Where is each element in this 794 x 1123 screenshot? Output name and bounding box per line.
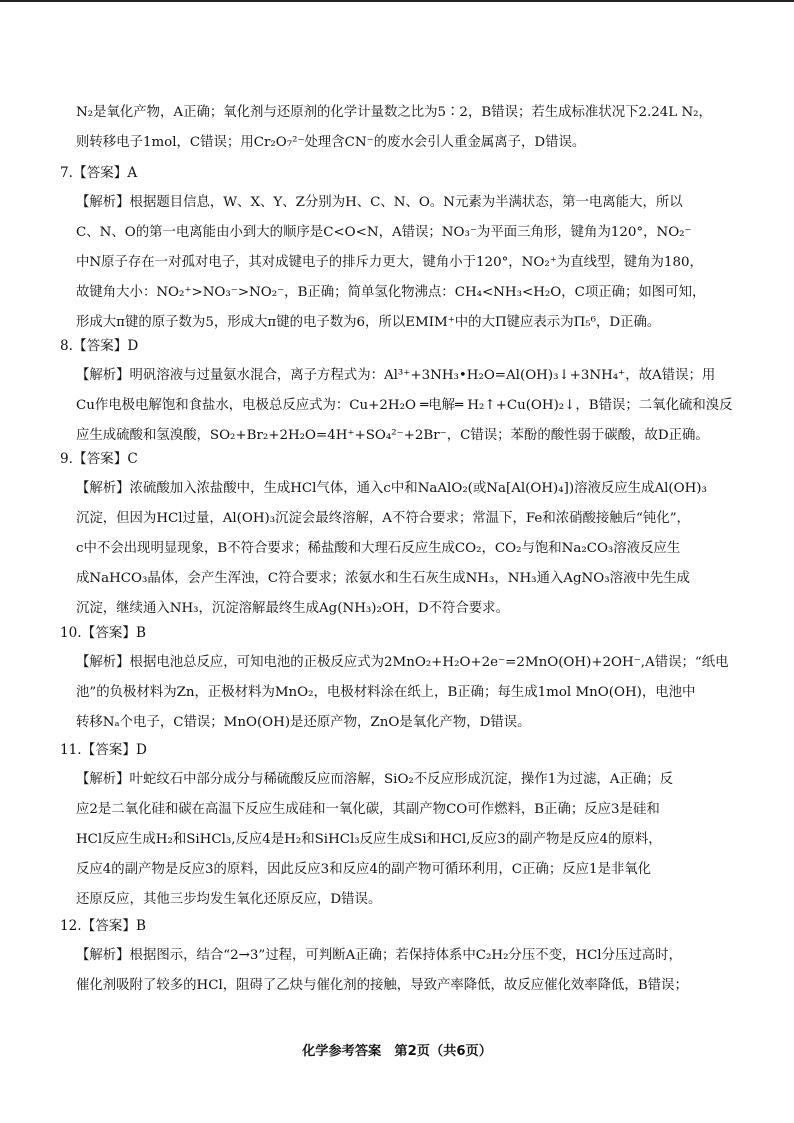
question-12 bbox=[62, 911, 720, 1001]
answer-label: 10.【答案】B bbox=[60, 625, 146, 641]
text-line: 沉淀，继续通入NH₃，沉淀溶解最终生成Ag(NH₃)₂OH，D不符合要求。 bbox=[76, 601, 509, 616]
text-line: Cu作电极电解饱和食盐水，电极总反应式为：Cu+2H₂O ═电解═ H₂↑+Cu(OH)₂↓，B错误；二氧化硫和溴反 bbox=[76, 398, 733, 413]
question-9 bbox=[62, 444, 720, 624]
text-line: c中不会出现明显现象，B不符合要求；稀盐酸和大理石反应生成CO₂，CO₂与饱和Na₂CO₃溶液反应生 bbox=[76, 541, 681, 556]
text-line: 沉淀，但因为HCl过量，Al(OH)₃沉淀会最终溶解，A不符合要求；常温下，Fe和浓硝酸接触后“钝化”， bbox=[76, 511, 690, 526]
top-rule bbox=[0, 0, 794, 2]
question-7 bbox=[62, 158, 720, 338]
answer-label: 8.【答案】D bbox=[60, 338, 139, 354]
question-10 bbox=[60, 618, 729, 738]
text-line: 【解析】根据图示，结合“2→3”过程，可判断A正确；若保持体系中C₂H₂分压不变，HCl分压过高时， bbox=[76, 948, 682, 963]
text-line: 池”的负极材料为Zn，正极材料为MnO₂，电极材料涂在纸上，B正确；每生成1mol MnO(OH)，电池中 bbox=[76, 685, 696, 700]
text-line: 【解析】根据题目信息，W、X、Y、Z分别为H、C、N、O。N元素为半满状态，第一电离能大，所以 bbox=[76, 195, 683, 210]
text-line: C、N、O的第一电离能由小到大的顺序是C<O<N，A错误；NO₃⁻为平面三角形，键角为120°，NO₂⁻ bbox=[76, 225, 692, 240]
text-line: 形成大π键的原子数为5，形成大π键的电子数为6，所以EMIM⁺中的大Π键应表示为Π₅⁶，D正确。 bbox=[76, 315, 661, 330]
text-line: 反应4的副产物是反应3的原料，因此反应3和反应4的副产物可循环利用，C正确；反应1是非氧化 bbox=[76, 862, 652, 877]
text-line: 故键角大小：NO₂⁺>NO₃⁻>NO₂⁻，B正确；简单氢化物沸点：CH₄<NH₃<H₂O，C项正确；如图可知， bbox=[76, 285, 706, 300]
text-line: 应2是二氧化硅和碳在高温下反应生成硅和一氧化碳，其副产物CO可作燃料，B正确；反应3是硅和 bbox=[76, 802, 660, 817]
text-line: 则转移电子1mol，C错误；用Cr₂O₇²⁻处理含CN⁻的废水会引人重金属离子，D错误。 bbox=[76, 135, 586, 150]
answer-label: 12.【答案】B bbox=[60, 918, 146, 934]
question-11 bbox=[62, 735, 720, 915]
text-line: 催化剂吸附了较多的HCl，阻碍了乙炔与催化剂的接触，导致产率降低，故反应催化效率降低，B错误； bbox=[76, 978, 688, 993]
text-line: 【解析】根据电池总反应，可知电池的正极反应式为2MnO₂+H₂O+2e⁻=2MnO(OH)+2OH⁻,A错误；“纸电 bbox=[76, 655, 729, 670]
answer-label: 7.【答案】A bbox=[60, 165, 138, 181]
text-line: 中N原子存在一对孤对电子，其对成键电子的排斥力更大，键角小于120°，NO₂⁺为直线型，键角为180， bbox=[76, 255, 703, 270]
text-line: 【解析】叶蛇纹石中部分成分与稀硫酸反应而溶解，SiO₂不反应形成沉淀，操作1为过滤，A正确；反 bbox=[76, 772, 674, 787]
text-line: 【解析】浓硫酸加入浓盐酸中，生成HCl气体，通入c中和NaAlO₂(或Na[Al(OH)₄])溶液反应生成Al(OH)₃ bbox=[76, 481, 707, 496]
question-8 bbox=[60, 331, 733, 451]
text-line: 还原反应，其他三步均发生氧化还原反应，D错误。 bbox=[76, 892, 382, 907]
text-line: 转移Nₐ个电子，C错误；MnO(OH)是还原产物，ZnO是氧化产物，D错误。 bbox=[76, 715, 531, 730]
text-line: 成NaHCO₃晶体，会产生浑浊，C符合要求；浓氨水和生石灰生成NH₃，NH₃通入AgNO₃溶液中先生成 bbox=[76, 571, 690, 586]
q6-continuation bbox=[76, 98, 720, 158]
text-line: N₂是氧化产物，A正确；氧化剂与还原剂的化学计量数之比为5∶2，B错误；若生成标准状况下2.24L N₂， bbox=[76, 105, 712, 120]
text-line: HCl反应生成H₂和SiHCl₃,反应4是H₂和SiHCl₃反应生成Si和HCl,反应3的副产物是反应4的原料， bbox=[76, 832, 662, 847]
page-footer: 化学参考答案 第2页（共6页） bbox=[302, 1044, 492, 1059]
text-line: 【解析】明矾溶液与过量氨水混合，离子方程式为：Al³⁺+3NH₃•H₂O=Al(OH)₃↓+3NH₄⁺，故A错误；用 bbox=[76, 368, 716, 383]
answer-label: 9.【答案】C bbox=[60, 451, 138, 467]
answer-label: 11.【答案】D bbox=[60, 742, 147, 758]
text-line: 应生成硫酸和氢溴酸，SO₂+Br₂+2H₂O=4H⁺+SO₄²⁻+2Br⁻，C错误；苯酚的酸性弱于碳酸，故D正确。 bbox=[76, 428, 709, 443]
